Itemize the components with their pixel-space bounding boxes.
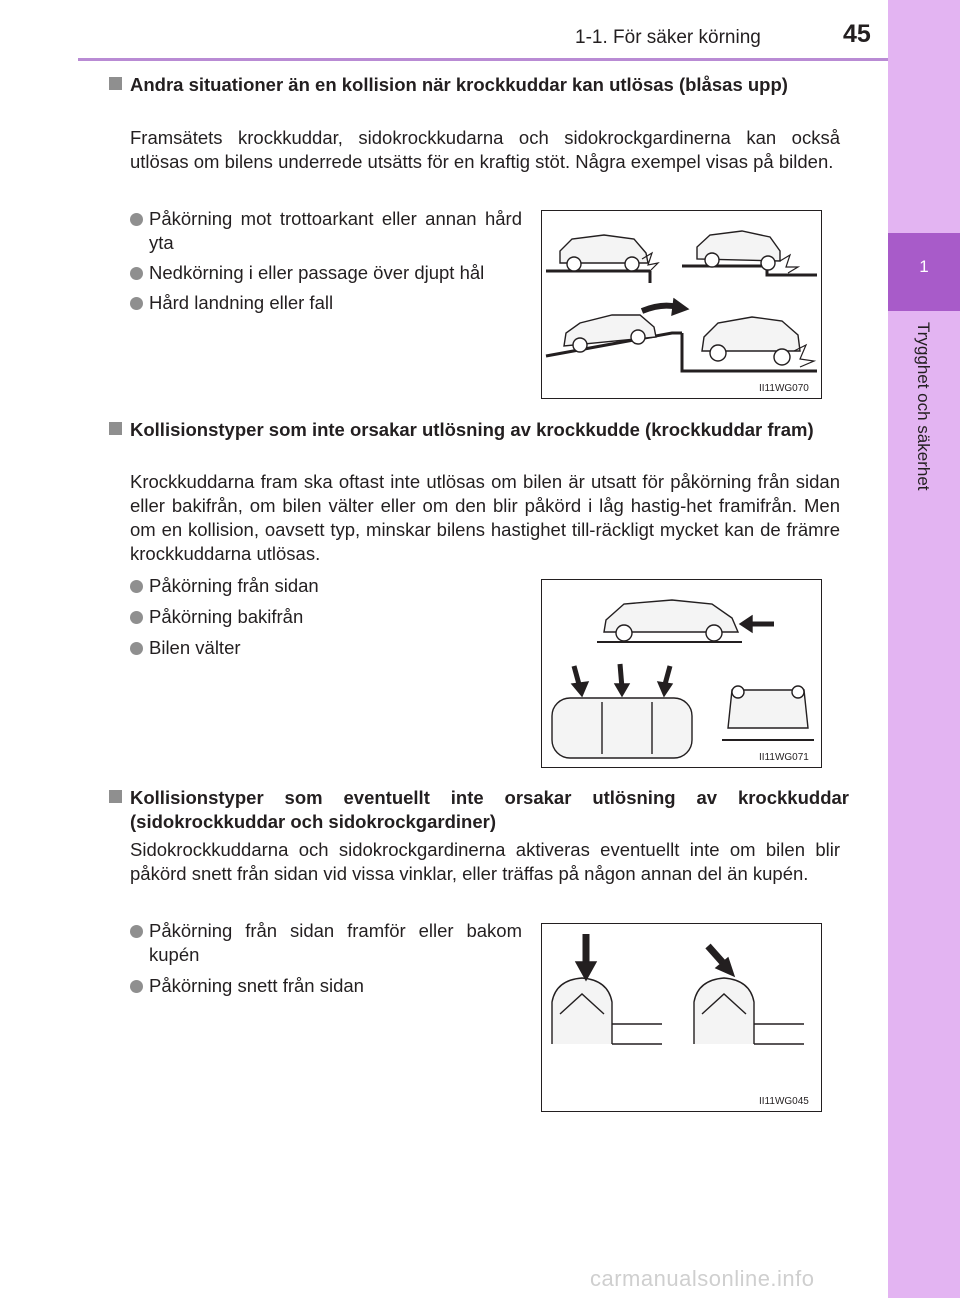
section-heading-text: Andra situationer än en kollision när krockkuddar kan utlösas (blåsas upp) <box>130 74 788 95</box>
list-item-text: Påkörning från sidan <box>149 575 319 596</box>
bullet-dot-icon <box>130 580 143 593</box>
list-item <box>130 636 522 660</box>
square-bullet-icon <box>109 77 122 90</box>
square-bullet-icon <box>109 422 122 435</box>
section-heading <box>109 73 849 97</box>
bullet-dot-icon <box>130 980 143 993</box>
car-collision-illustration <box>542 924 821 1111</box>
chapter-number: 1 <box>919 257 929 276</box>
bullet-dot-icon <box>130 611 143 624</box>
list-item-text: Nedkörning i eller passage över djupt hål <box>149 262 485 283</box>
figure-side-rear-rollover <box>541 579 822 768</box>
car-collision-illustration <box>542 580 821 767</box>
list-item-text: Hård landning eller fall <box>149 292 334 313</box>
square-bullet-icon <box>109 790 122 803</box>
bullet-dot-icon <box>130 642 143 655</box>
watermark: carmanualsonline.info <box>590 1266 815 1291</box>
section-body: Framsätets krockkuddar, sidokrockkudarna och sidokrockgardinerna kan också utlösas om bilens underrede utsätts för en kraftig stöt. Några exempel visas på bilden. <box>130 127 840 172</box>
section-body: Sidokrockkuddarna och sidokrockgardinerna aktiveras eventuellt inte om bilen blir påkörd snett från sidan vid vissa vinklar, eller träffas på någon annan del än kupén. <box>130 839 840 884</box>
list-item-text: Påkörning från sidan framför eller bakom kupén <box>149 920 522 965</box>
list-item <box>130 291 522 315</box>
figure-code: II11WG070 <box>759 383 809 394</box>
chapter-label: Trygghet och säkerhet <box>914 322 933 491</box>
chapter-box <box>888 233 960 311</box>
section-heading-text: Kollisionstyper som inte orsakar utlösning av krockkudde (krockkuddar fram) <box>130 419 814 440</box>
section-heading <box>109 786 849 834</box>
list-item-text: Påkörning snett från sidan <box>149 975 364 996</box>
figure-oblique-impact <box>541 923 822 1112</box>
bullet-dot-icon <box>130 213 143 226</box>
bullet-dot-icon <box>130 267 143 280</box>
list-item <box>130 974 522 998</box>
list-item-text: Påkörning mot trottoarkant eller annan hård yta <box>149 208 522 253</box>
bullet-dot-icon <box>130 925 143 938</box>
section-body: Krockkuddarna fram ska oftast inte utlösas om bilen är utsatt för påkörning från sidan eller bakifrån, om bilen välter eller om den blir påkörd i låg hastig-het framifrån. Men om en kollision, oavsett typ, minskar bilens hastighet till-räckligt mycket kan de främre krockkuddarna utlösas. <box>130 471 840 564</box>
figure-code: II11WG071 <box>759 752 809 763</box>
list-item <box>130 919 522 967</box>
list-item <box>130 574 522 598</box>
section-heading-text: Kollisionstyper som eventuellt inte orsakar utlösning av krockkuddar (sidokrockkuddar och sidokrockgardiner) <box>130 787 849 832</box>
figure-code: II11WG045 <box>759 1096 809 1107</box>
list-item-text: Bilen välter <box>149 637 241 658</box>
bullet-dot-icon <box>130 297 143 310</box>
list-item <box>130 261 522 285</box>
side-tab <box>888 0 960 1298</box>
car-collision-illustration <box>542 211 821 398</box>
header-rule <box>78 58 888 61</box>
list-item-text: Påkörning bakifrån <box>149 606 304 627</box>
list-item <box>130 207 522 255</box>
figure-curb-and-hole <box>541 210 822 399</box>
section-heading <box>109 418 849 442</box>
header-title: 1-1. För säker körning <box>575 27 761 48</box>
list-item <box>130 605 522 629</box>
page-number: 45 <box>843 20 871 48</box>
